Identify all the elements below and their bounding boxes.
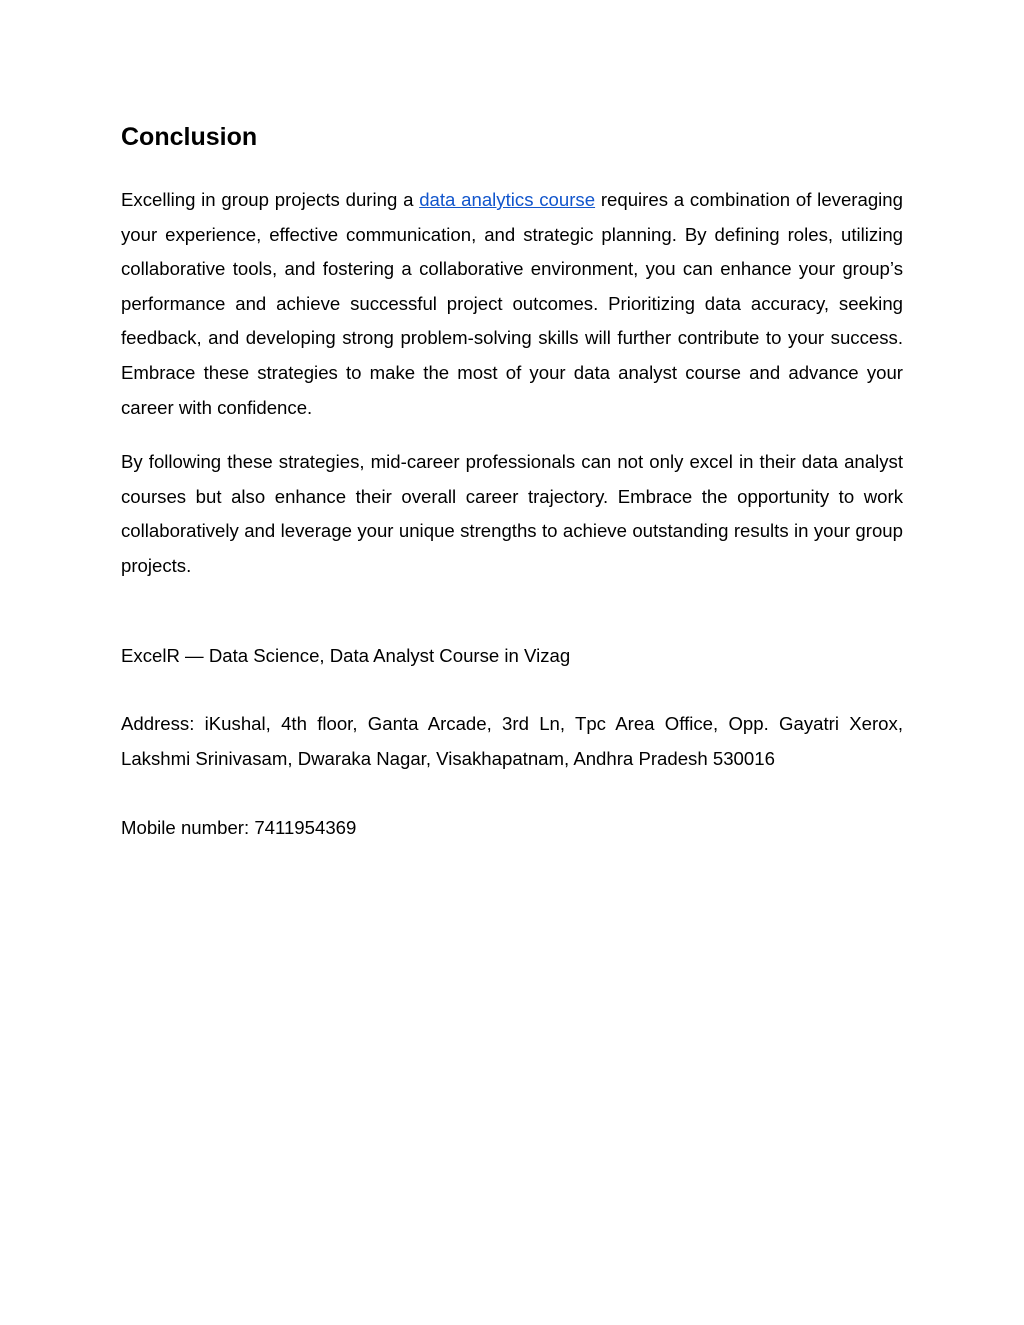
company-name: ExcelR — Data Science, Data Analyst Course in Vizag <box>121 644 571 666</box>
paragraph-1-body-text: requires a combination of leveraging your experience, effective communication, and strategic planning. By defining roles, utilizing collaborative tools, and fostering a collaborative environment, you can enhance your group’s performance and achieve successful project outcomes. Prioritizing data accuracy, seeking feedback, and developing strong problem-solving skills will further contribute to your success. Embrace these strategies to make the most of your data analyst course and advance your career with confidence. <box>121 189 903 418</box>
paragraph-1-lead-text: Excelling in group projects during a <box>121 189 420 210</box>
conclusion-paragraph-2: By following these strategies, mid-career professionals can not only excel in their data analyst courses but also enhance their overall career trajectory. Embrace the opportunity to work collaboratively and leverage your unique strengths to achieve outstanding results in your group projects. <box>121 451 903 576</box>
mobile-number: Mobile number: 7411954369 <box>121 817 357 839</box>
data-analytics-course-link[interactable]: data analytics course <box>419 189 596 210</box>
conclusion-paragraph-1 <box>121 183 903 425</box>
company-address: Address: iKushal, 4th floor, Ganta Arcade, 3rd Ln, Tpc Area Office, Opp. Gayatri Xerox, Lakshmi Srinivasam, Dwaraka Nagar, Visakhapatnam, Andhra Pradesh 530016 <box>121 713 903 769</box>
conclusion-heading: Conclusion <box>121 123 258 151</box>
